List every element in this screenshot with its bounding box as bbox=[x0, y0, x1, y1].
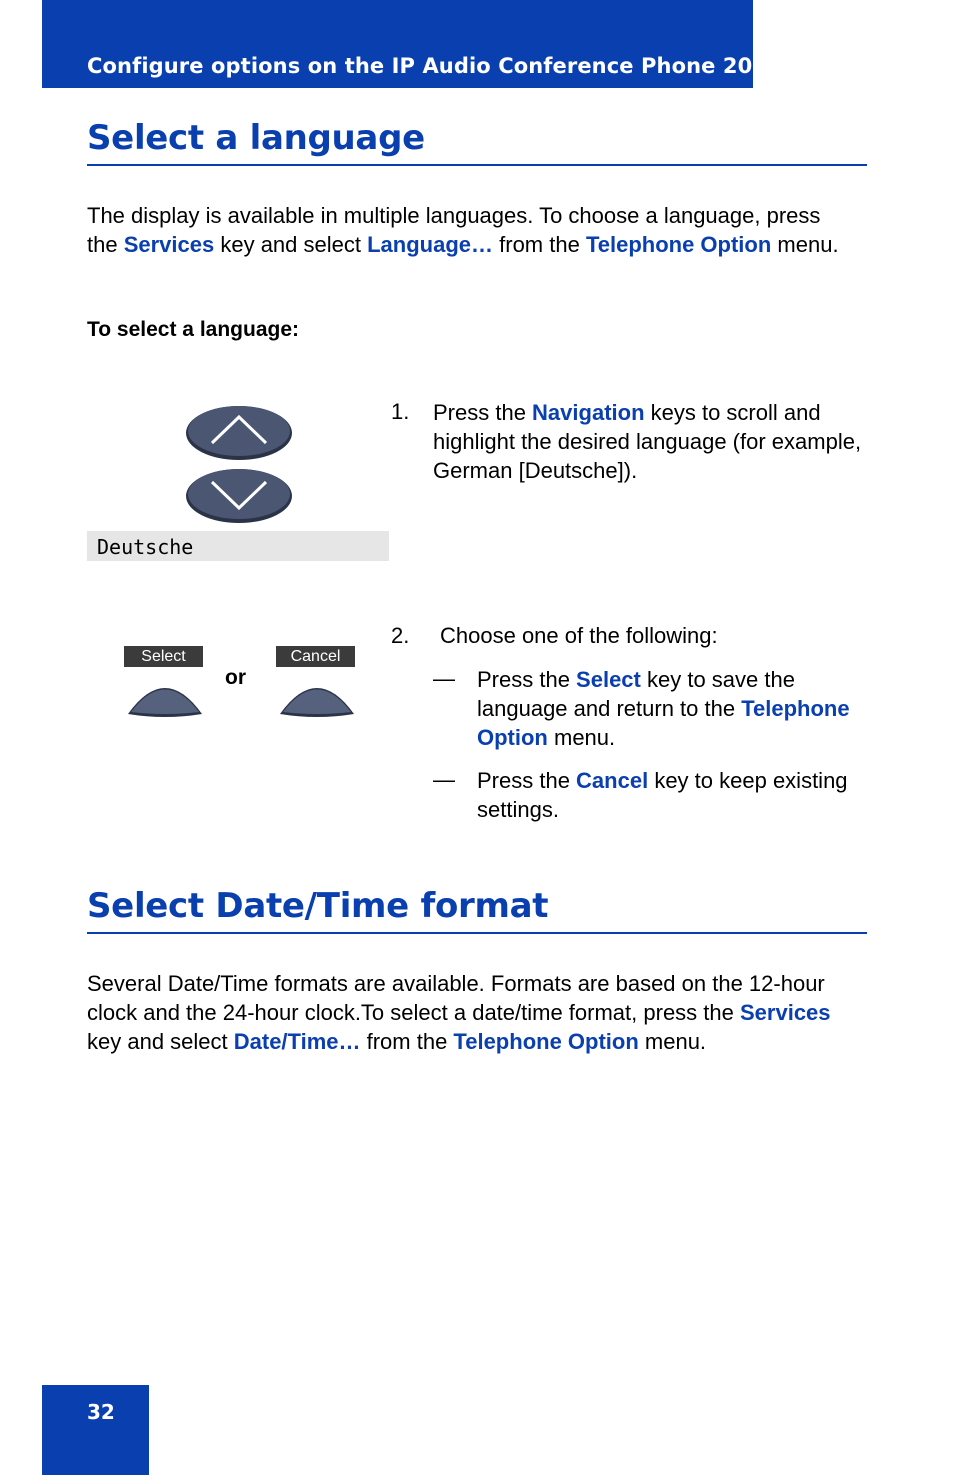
nav-up-key-icon[interactable] bbox=[184, 403, 294, 461]
services-key-ref: Services bbox=[123, 232, 215, 257]
text-run: from the bbox=[493, 232, 586, 257]
section-title-datetime: Select Date/Time format bbox=[87, 886, 549, 926]
select-softkey-label: Select bbox=[124, 646, 203, 667]
phone-display bbox=[87, 531, 389, 561]
text-run: menu. bbox=[771, 232, 839, 257]
select-softkey-icon[interactable] bbox=[126, 672, 204, 718]
text-run: Several Date/Time formats are available. Formats are based on the 12-hour clock and the 24-hour clock.To select a date/time format, press the bbox=[87, 971, 825, 1025]
section-rule bbox=[87, 932, 867, 934]
text-run: from the bbox=[360, 1029, 454, 1054]
language-intro bbox=[87, 201, 847, 259]
select-key-ref: Select bbox=[576, 667, 641, 692]
step1-text bbox=[433, 398, 863, 485]
services-key-ref: Services bbox=[740, 1000, 831, 1025]
text-run: Press the bbox=[433, 400, 533, 425]
text-run: The display is available in multiple languages. To choose a language, press the bbox=[87, 203, 821, 257]
display-text: Deutsche bbox=[97, 535, 194, 559]
header-bar bbox=[42, 0, 782, 88]
header-title: Configure options on the IP Audio Conference Phone 2033 bbox=[87, 54, 782, 78]
text-run: key and select bbox=[214, 232, 368, 257]
text-run: key to keep existing settings. bbox=[477, 768, 848, 822]
telephone-option-menu-ref: Telephone Option bbox=[453, 1029, 639, 1054]
step-number: 2. bbox=[391, 623, 410, 648]
text-run: key and select bbox=[87, 1029, 234, 1054]
step-number: 1. bbox=[391, 399, 410, 424]
navigation-key-ref: Navigation bbox=[532, 400, 645, 425]
option-cancel-text bbox=[477, 766, 857, 824]
nav-down-key-icon[interactable] bbox=[184, 466, 294, 524]
option-select-text bbox=[477, 665, 857, 752]
cancel-key-ref: Cancel bbox=[576, 768, 649, 793]
text-run: key to save the language and return to the bbox=[477, 667, 795, 721]
dash-bullet: — bbox=[433, 767, 455, 792]
section-rule bbox=[87, 164, 867, 166]
dash-bullet: — bbox=[433, 666, 455, 691]
or-label: or bbox=[225, 666, 246, 689]
datetime-intro bbox=[87, 969, 855, 1056]
language-menu-item-ref: Language… bbox=[367, 232, 494, 257]
text-run: keys to scroll and highlight the desired language (for example, German [Deutsche]). bbox=[433, 400, 862, 483]
section-title-language: Select a language bbox=[87, 118, 425, 158]
cancel-softkey-label: Cancel bbox=[276, 646, 355, 667]
cancel-softkey-icon[interactable] bbox=[278, 672, 356, 718]
step2-text: Choose one of the following: bbox=[440, 623, 718, 648]
page-number: 32 bbox=[87, 1400, 115, 1424]
text-run: Press the bbox=[477, 768, 577, 793]
text-run: Press the bbox=[477, 667, 577, 692]
telephone-option-menu-ref: Telephone Option bbox=[477, 696, 850, 750]
text-run: menu. bbox=[547, 725, 616, 750]
telephone-option-menu-ref: Telephone Option bbox=[585, 232, 772, 257]
subheading: To select a language: bbox=[87, 318, 299, 341]
text-run: menu. bbox=[638, 1029, 707, 1054]
datetime-menu-item-ref: Date/Time… bbox=[233, 1029, 361, 1054]
page-number-box bbox=[42, 1385, 149, 1475]
